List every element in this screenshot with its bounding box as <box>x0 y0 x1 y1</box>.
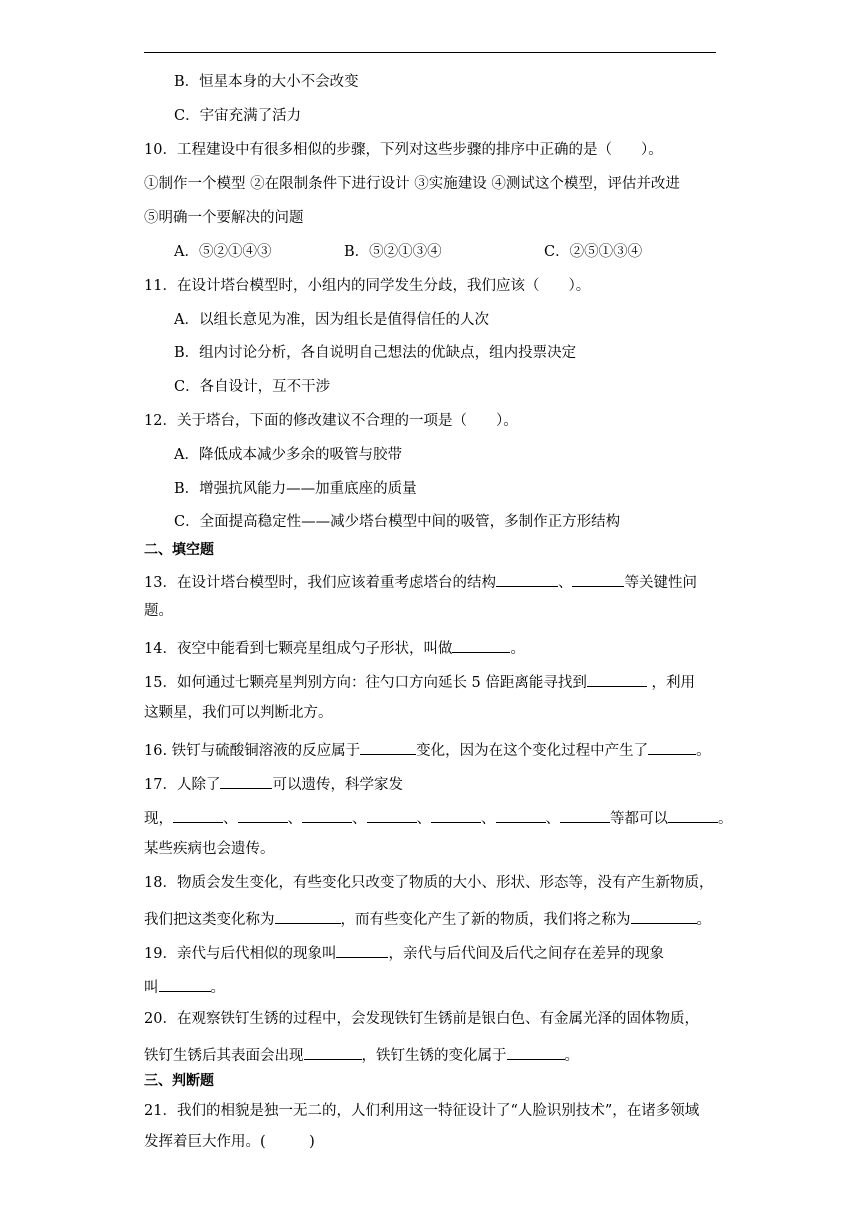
option-c-text: C．宇宙充满了活力 <box>174 108 302 124</box>
blank <box>304 1043 362 1060</box>
blank <box>360 738 416 755</box>
blank <box>560 806 610 823</box>
blank <box>302 806 352 823</box>
question-20-cont: 铁钉生锈后其表面会出现 ，铁钉生锈的变化属于 。 <box>144 1043 579 1066</box>
blank <box>367 806 417 823</box>
question-20: 20．在观察铁钉生锈的过程中，会发现铁钉生锈前是银白色、有金属光泽的固体物质， <box>144 1011 699 1027</box>
question-19-cont: 叫 。 <box>144 975 225 998</box>
blank <box>336 941 388 958</box>
question-21-cont: 发挥着巨大作用。( ) <box>144 1134 315 1150</box>
blank <box>496 570 558 587</box>
blank <box>173 806 223 823</box>
question-10-steps: ①制作一个模型 ②在限制条件下进行设计 ③实施建设 ④测试这个模型，评估并改进 <box>144 176 680 192</box>
question-10-steps-cont: ⑤明确一个要解决的问题 <box>144 210 304 226</box>
question-17-cont: 现， 、 、 、 、 、 、 等都可以 。 <box>144 806 733 829</box>
header-rule <box>144 52 716 53</box>
question-13-cont: 题。 <box>144 603 173 619</box>
option-b-text: B．恒星本身的大小不会改变 <box>174 74 359 90</box>
question-14: 14．夜空中能看到七颗亮星组成勺子形状，叫做 。 <box>144 636 525 659</box>
blank <box>668 806 718 823</box>
blank <box>220 772 272 789</box>
question-12-option-a: A．降低成本减少多余的吸管与胶带 <box>174 447 402 463</box>
blank <box>572 570 624 587</box>
blank <box>648 738 696 755</box>
question-11-option-b: B．组内讨论分析，各自说明自己想法的优缺点，组内投票决定 <box>174 345 577 361</box>
question-11: 11．在设计塔台模型时，小组内的同学发生分歧，我们应该（ ）。 <box>144 278 591 294</box>
blank <box>587 670 647 687</box>
option-a: A．⑤②①④③ <box>174 244 272 260</box>
question-11-option-c: C．各自设计，互不干涉 <box>174 379 331 395</box>
question-12-option-c: C．全面提高稳定性——减少塔台模型中间的吸管，多制作正方形结构 <box>174 514 621 530</box>
blank <box>452 636 510 653</box>
question-15: 15．如何通过七颗亮星判别方向：往勺口方向延长 5 倍距离能寻找到 ，利用 <box>144 670 695 693</box>
blank <box>631 907 697 924</box>
question-11-option-a: A．以组长意见为准，因为组长是值得信任的人次 <box>174 312 489 328</box>
question-15-cont: 这颗星，我们可以判断北方。 <box>144 705 333 721</box>
section-heading-true-false: 三、判断题 <box>144 1073 214 1089</box>
blank <box>496 806 546 823</box>
question-13: 13．在设计塔台模型时，我们应该着重考虑塔台的结构 、 等关键性问 <box>144 570 697 593</box>
question-12-option-b: B．增强抗风能力——加重底座的质量 <box>174 481 417 497</box>
question-21: 21．我们的相貌是独一无二的，人们利用这一特征设计了“人脸识别技术”，在诸多领域 <box>144 1103 700 1119</box>
question-10: 10．工程建设中有很多相似的步骤，下列对这些步骤的排序中正确的是（ ）。 <box>144 142 663 158</box>
blank <box>238 806 288 823</box>
blank <box>431 806 481 823</box>
blank <box>275 907 341 924</box>
option-c: C．②⑤①③④ <box>544 244 643 260</box>
blank <box>159 975 211 992</box>
blank <box>507 1043 565 1060</box>
question-17-cont2: 某些疾病也会遗传。 <box>144 841 275 857</box>
question-12: 12．关于塔台，下面的修改建议不合理的一项是（ ）。 <box>144 413 518 429</box>
option-b: B．⑤②①③④ <box>344 244 442 260</box>
section-heading-fill-in: 二、填空题 <box>144 542 214 558</box>
question-19: 19．亲代与后代相似的现象叫 ，亲代与后代间及后代之间存在差异的现象 <box>144 941 664 964</box>
question-18: 18．物质会发生变化，有些变化只改变了物质的大小、形状、形态等，没有产生新物质， <box>144 875 714 891</box>
question-17: 17．人除了 可以遗传，科学家发 <box>144 772 403 795</box>
question-18-cont: 我们把这类变化称为 ，而有些变化产生了新的物质，我们将之称为 。 <box>144 907 711 930</box>
question-16: 16. 铁钉与硫酸铜溶液的反应属于 变化，因为在这个变化过程中产生了 。 <box>144 738 711 761</box>
